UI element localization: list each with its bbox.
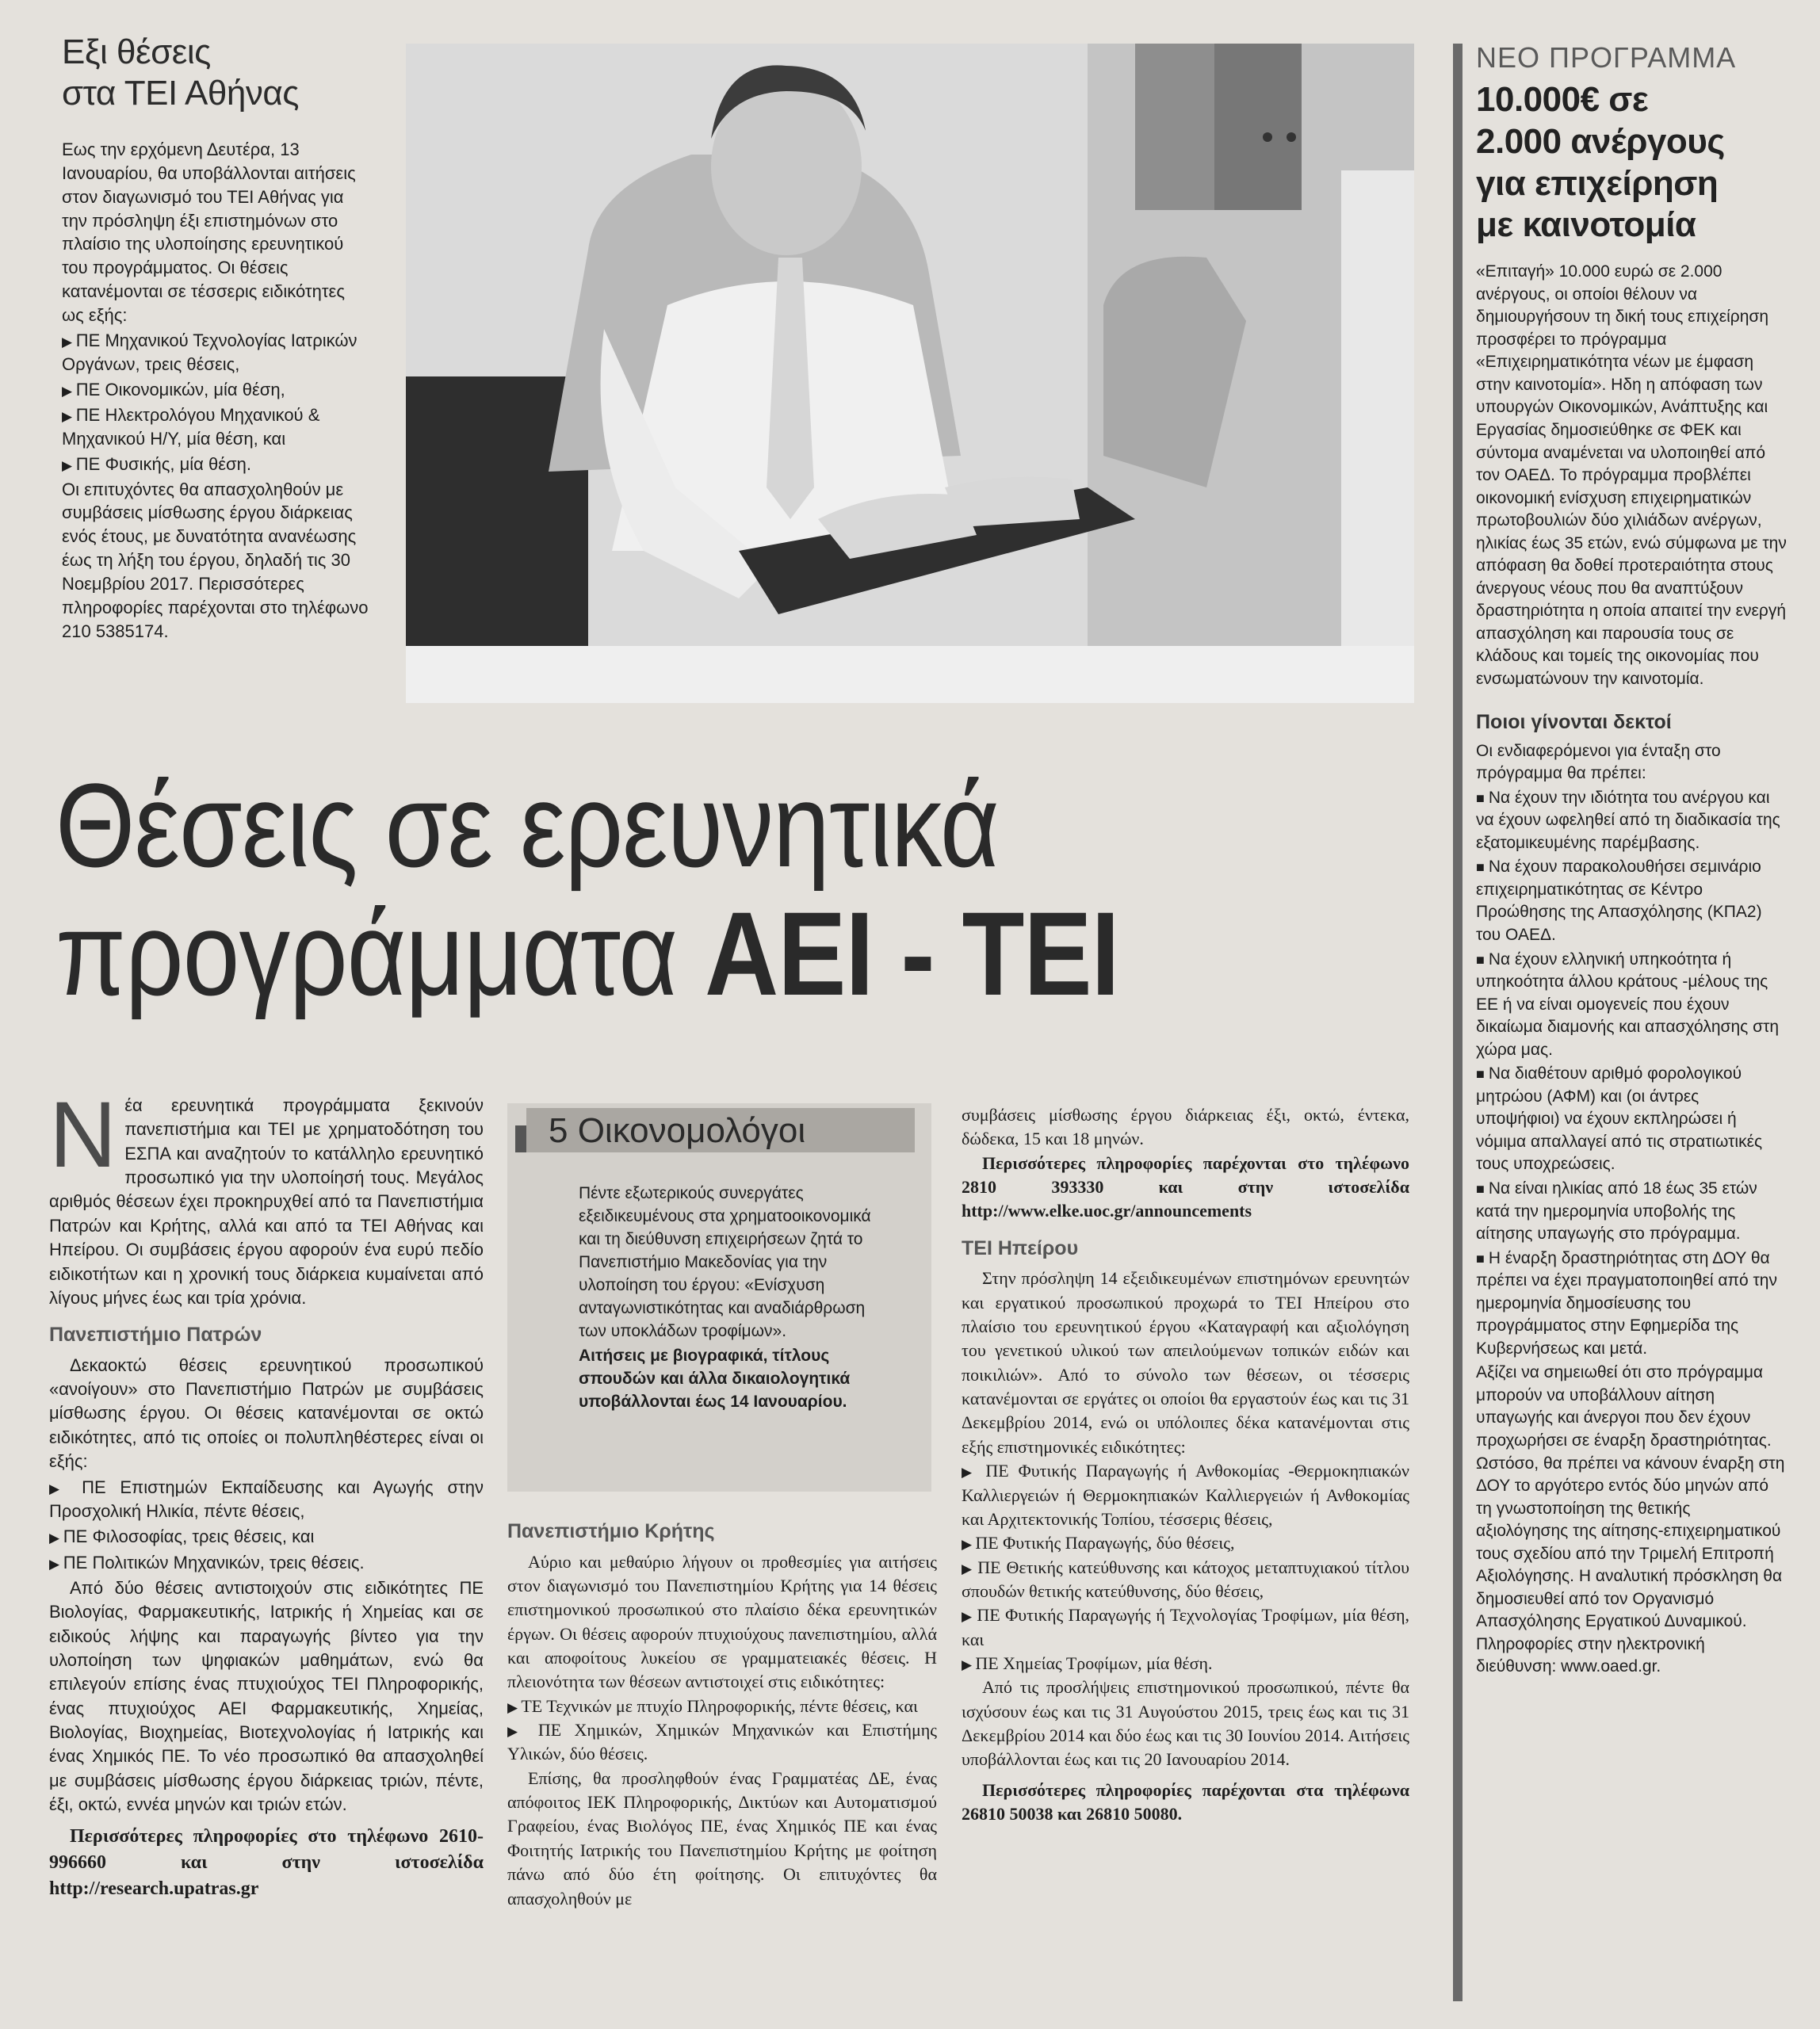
main-headline bbox=[55, 758, 1256, 1020]
box-heading-shadow bbox=[515, 1125, 526, 1152]
headline-line-2-bold: ΑΕΙ - ΤΕΙ bbox=[705, 887, 1119, 1020]
requirement-item: ■ Να διαθέτουν αριθμό φορολογικού μητρώου (ΑΦΜ) και (οι άντρες υποψήφιοι) να έχουν εκπληρώσει ή νόμιμα απαλλαγεί από τις στρατιωτικές τους υποχρεώσεις. bbox=[1476, 1063, 1787, 1176]
requirement-item: ■ Να έχουν την ιδιότητα του ανέργου και να έχουν ωφεληθεί από τη διαδικασία της εξατομικευμένης παρέμβασης. bbox=[1476, 787, 1787, 855]
paragraph: Οι ενδιαφερόμενοι για ένταξη στο πρόγραμμα θα πρέπει: bbox=[1476, 741, 1721, 783]
sidebar bbox=[1476, 41, 1787, 1680]
bullet-item: ▶ ΠΕ Φυτικής Παραγωγής, δύο θέσεις, bbox=[962, 1531, 1409, 1555]
requirement-item: ■ Η έναρξη δραστηριότητας στη ΔΟΥ θα πρέπει να έχει πραγματοποιηθεί από την ημερομηνία δημοσίευσης του προγράμματος στην Εφημερίδα της Κυβερνήσεως και μετά. bbox=[1476, 1248, 1787, 1361]
paragraph: Επίσης, θα προσληφθούν ένας Γραμματέας ΔΕ, ένας απόφοιτος ΙΕΚ Πληροφορικής, Δικτύων και Αυτοματισμού Γραφείου, ένας Βιολόγος ΠΕ, ένας Χημικός ΠΕ και ένας Φοιτητής Ιατρικής του Πανεπιστημίου Κρήτης με φοίτηση πάνω από δύο έτη φοίτησης. Οι επιτυχόντες θα απασχοληθούν με bbox=[507, 1767, 937, 1909]
intro-text: έα ερευνητικά προγράμματα ξεκινούν πανεπιστήμια και ΤΕΙ με χρηματοδότηση του ΕΣΠΑ και αναζητούν το κατάλληλο ερευνητικό προσωπικό για την υλοποίησή τους. Μεγάλος αριθμός θέσεων έχει προκηρυχθεί από τα Πανεπιστήμια Πατρών και Κρήτης, αλλά και από τα ΤΕΙ Αθήνας και Ηπείρου. Οι συμβάσεις έργου αφορούν ένα ευρύ πεδίο ειδικοτήτων και η χρονική τους διάρκεια κυμαίνεται από λίγους μήνες έως και τρία χρόνια. bbox=[49, 1095, 484, 1308]
requirement-item: ■ Να έχουν παρακολουθήσει σεμινάριο επιχειρηματικότητας σε Κέντρο Προώθησης της Απασχόλησης (ΚΠΑ2) του ΟΑΕΔ. bbox=[1476, 856, 1787, 946]
bullet-item: ▶ ΠΕ Φιλοσοφίας, τρεις θέσεις, και bbox=[49, 1525, 484, 1549]
requirement-item: ■ Να είναι ηλικίας από 18 έως 35 ετών κατά την ημερομηνία υποβολής της αίτησης υπαγωγής στο πρόγραμμα. bbox=[1476, 1178, 1787, 1246]
article-column-3 bbox=[962, 1103, 1409, 1827]
requirement-item: ■ Να έχουν ελληνική υπηκοότητα ή υπηκοότητα άλλου κράτους -μέλους της ΕΕ ή να είναι ομογενείς που έχουν δικαίωμα διαμονής και απασχόλησης στη χώρα μας. bbox=[1476, 949, 1787, 1062]
bullet-item: ▶ ΠΕ Χημείας Τροφίμων, μία θέση. bbox=[962, 1652, 1409, 1676]
subheading-crete: Πανεπιστήμιο Κρήτης bbox=[507, 1520, 715, 1542]
paragraph: συμβάσεις μίσθωσης έργου διάρκειας έξι, οκτώ, έντεκα, δώδεκα, 15 και 18 μηνών. bbox=[962, 1105, 1409, 1149]
bullet-item: ▶ ΠΕ Ηλεκτρολόγου Μηχανικού & Μηχανικού Η/Υ, μία θέση, και bbox=[62, 403, 369, 451]
paragraph: Πέντε εξωτερικούς συνεργάτες εξειδικευμένους στα χρηματοοικονομικά και τη διεύθυνση επιχειρήσεων ζητά το Πανεπιστήμιο Μακεδονίας για την υλοποίηση του έργου: «Ενίσχυση ανταγωνιστικότητας και αναδιάρθρωση των υποκλάδων τροφίμων». bbox=[579, 1184, 871, 1340]
headline-line-1: Θέσεις σε ερευνητικά bbox=[55, 758, 999, 892]
bullet-item: ▶ ΠΕ Φυτικής Παραγωγής ή Τεχνολογίας Τροφίμων, μία θέση, και bbox=[962, 1603, 1409, 1652]
paragraph: Αξίζει να σημειωθεί ότι στο πρόγραμμα μπορούν να υποβάλλουν αίτηση υπαγωγής και άνεργοι που δεν έχουν προχωρήσει σε έναρξη δραστηριότητας. Ωστόσο, θα πρέπει να κάνουν έναρξη στη ΔΟΥ το αργότερο εντός δύο μηνών από τη γνωστοποίηση της θετικής αξιολόγησης της αίτησης-επιχειρηματικού τους σχεδίου από την Τριμελή Επιτροπή Αξιολόγησης. Η αναλυτική πρόσκληση θα δημοσιευθεί από τον Οργανισμό Απασχόλησης Εργατικού Δυναμικού. Πληροφορίες στην ηλεκτρονική διεύθυνση: www.oaed.gr. bbox=[1476, 1363, 1785, 1676]
headline-line-2-normal: προγράμματα bbox=[55, 887, 705, 1020]
contact-paragraph: Περισσότερες πληροφορίες παρέχονται στο τηλέφωνο 2810 393330 και στην ιστοσελίδα http://www.elke.uoc.gr/announcements bbox=[962, 1152, 1409, 1221]
subheading-eligibility: Ποιοι γίνονται δεκτοί bbox=[1476, 710, 1672, 733]
sidebar-rule bbox=[1453, 44, 1462, 2001]
box-heading-bar bbox=[507, 1103, 931, 1152]
paragraph: Αύριο και μεθαύριο λήγουν οι προθεσμίες για αιτήσεις στον διαγωνισμό του Πανεπιστημίου Κρήτης για 14 θέσεις επιστημονικού προσωπικού στο πλαίσιο δέκα ερευνητικών έργων. Οι θέσεις αφορούν πτυχιούχους πανεπιστημίου, αλλά και αποφοίτους λυκείου σε γραμματειακές θέσεις. Η πλειονότητα των θέσεων αντιστοιχεί στις ειδικότητες: bbox=[507, 1551, 937, 1692]
athens-tei-text bbox=[62, 138, 369, 644]
sidebar-title: 10.000€ σε 2.000 ανέργους για επιχείρηση με καινοτομία bbox=[1476, 80, 1725, 245]
athens-tei-box bbox=[62, 32, 369, 645]
headline-line-2 bbox=[55, 889, 1256, 1018]
economists-box bbox=[507, 1103, 931, 1492]
sidebar-kicker: ΝΕΟ ΠΡΟΓΡΑΜΜΑ bbox=[1476, 41, 1737, 74]
bullet-item: ▶ ΠΕ Φυσικής, μία θέση. bbox=[62, 453, 369, 476]
contact-paragraph: Περισσότερες πληροφορίες παρέχονται στα τηλέφωνα 26810 50038 και 26810 50080. bbox=[962, 1779, 1409, 1825]
box-heading bbox=[526, 1108, 915, 1152]
box-text bbox=[507, 1152, 931, 1414]
athens-tei-title: Εξι θέσεις στα ΤΕΙ Αθήνας bbox=[62, 32, 299, 113]
bullet-item: ▶ ΠΕ Επιστημών Εκπαίδευσης και Αγωγής στην Προσχολική Ηλικία, πέντε θέσεις, bbox=[49, 1476, 484, 1524]
paragraph: Δεκαοκτώ θέσεις ερευνητικού προσωπικού «ανοίγουν» στο Πανεπιστήμιο Πατρών με συμβάσεις μίσθωσης έργου. Οι θέσεις κατανέμονται σε οκτώ ειδικότητες, από τις οποίες οι πολυπληθέστερες είναι οι εξής: bbox=[49, 1355, 484, 1472]
article-column-1 bbox=[49, 1083, 484, 1904]
bullet-item: ▶ ΠΕ Οικονομικών, μία θέση, bbox=[62, 378, 369, 402]
intro-paragraph bbox=[49, 1083, 484, 1310]
subheading-epirus: ΤΕΙ Ηπείρου bbox=[962, 1236, 1079, 1259]
paragraph: Στην πρόσληψη 14 εξειδικευμένων επιστημόνων ερευνητών και εργατικού προσωπικού προχωρά το ΤΕΙ Ηπείρου στο πλαίσιο του ερευνητικού έργου «Καταγραφή και αξιολόγηση του γενετικού υλικού των απειλούμενων τοπικών ειδών και ποικιλιών». Από το σύνολο των θέσεων, οι τέσσερις κατανέμονται σε εργάτες οι οποίοι θα εργαστούν έως και τις 31 Δεκεμβρίου 2014, ενώ οι υπόλοιπες δέκα κατανέμονται στις εξής επιστημονικές ειδικότητες: bbox=[962, 1268, 1409, 1457]
paragraph: Από δύο θέσεις αντιστοιχούν στις ειδικότητες ΠΕ Βιολογίας, Φαρμακευτικής, Ιατρικής ή Χημείας και σε ειδικούς λήψης και παραγωγής βίντεο για την υλοποίηση των ψηφιακών μαθημάτων, ενώ θα επιλεγούν επίσης ένας πτυχιούχος ΤΕΙ Πληροφορικής, ένας πτυχιούχος ΑΕΙ Φαρμακευτικής, Χημείας, Βιολογίας, Βιοχημείας, Βιοτεχνολογίας ή Ιατρικής και ένας Χημικός ΠΕ. Το νέο προσωπικό θα απασχοληθεί με συμβάσεις μίσθωσης έργου διάρκειας τριών, πέντε, έξι, οκτώ, εννέα μηνών και τριών ετών. bbox=[49, 1577, 484, 1815]
sidebar-text bbox=[1476, 261, 1787, 1679]
drop-cap: Ν bbox=[49, 1083, 117, 1187]
deadline-paragraph: Αιτήσεις με βιογραφικά, τίτλους σπουδών και άλλα δικαιολογητικά υποβάλλονται έως 14 Ιανουαρίου. bbox=[579, 1346, 851, 1411]
paragraph: Από τις προσλήψεις επιστημονικού προσωπικού, πέντε θα ισχύσουν έως και τις 31 Αυγούστου 2015, τρεις έως και τις 31 Δεκεμβρίου 2014 και δύο έως και τις 30 Ιουνίου 2014. Αιτήσεις υποβάλλονται έως και τις 20 Ιανουαρίου 2014. bbox=[962, 1677, 1409, 1770]
paragraph: Οι επιτυχόντες θα απασχοληθούν με συμβάσεις μίσθωσης έργου διάρκειας ενός έτους, με δυνατότητα ανανέωσης έως τη λήξη του έργου, δηλαδή τις 30 Νοεμβρίου 2017. Περισσότερες πληροφορίες παρέχονται στο τηλέφωνο 210 5385174. bbox=[62, 479, 369, 641]
bullet-item: ▶ ΠΕ Χημικών, Χημικών Μηχανικών και Επιστήμης Υλικών, δύο θέσεις. bbox=[507, 1718, 937, 1767]
office-photo bbox=[406, 44, 1414, 703]
bullet-item: ▶ ΠΕ Πολιτικών Μηχανικών, τρεις θέσεις. bbox=[49, 1551, 484, 1575]
bullet-item: ▶ ΠΕ Φυτικής Παραγωγής ή Ανθοκομίας -Θερμοκηπιακών Καλλιεργειών ή Θερμοκηπιακών Καλλιεργειών ή Ανθοκομίας και Αρχιτεκτονικής Τοπίου, τέσσερις θέσεις, bbox=[962, 1459, 1409, 1531]
box-title: 5 Οικονομολόγοι bbox=[549, 1111, 806, 1150]
paragraph: Εως την ερχόμενη Δευτέρα, 13 Ιανουαρίου, θα υποβάλλονται αιτήσεις στον διαγωνισμό του ΤΕΙ Αθήνας για την πρόσληψη έξι επιστημόνων στο πλαίσιο της υλοποίησης ερευνητικού του προγράμματος. Οι θέσεις κατανέμονται σε τέσσερις ειδικότητες ως εξής: bbox=[62, 139, 356, 326]
bullet-item: ▶ ΠΕ Θετικής κατεύθυνσης και κάτοχος μεταπτυχιακού τίτλου σπουδών θετικής κατεύθυνσης, δύο θέσεις, bbox=[962, 1556, 1409, 1604]
bullet-item: ▶ ΤΕ Τεχνικών με πτυχίο Πληροφορικής, πέντε θέσεις, και bbox=[507, 1695, 937, 1718]
photo-illustration bbox=[406, 44, 1414, 703]
bullet-item: ▶ ΠΕ Μηχανικού Τεχνολογίας Ιατρικών Οργάνων, τρεις θέσεις, bbox=[62, 329, 369, 376]
contact-paragraph: Περισσότερες πληροφορίες στο τηλέφωνο 2610-996660 και στην ιστοσελίδα http://research.upatras.gr bbox=[49, 1825, 484, 1899]
subheading-patras: Πανεπιστήμιο Πατρών bbox=[49, 1324, 262, 1347]
paragraph: «Επιταγή» 10.000 ευρώ σε 2.000 ανέργους, οι οποίοι θέλουν να δημιουργήσουν τη δική τους επιχείρηση προσφέρει το πρόγραμμα «Επιχειρηματικότητα νέων με έμφαση στην καινοτομία». Ηδη η απόφαση των υπουργών Οικονομικών, Ανάπτυξης και Εργασίας δημοσιεύθηκε σε ΦΕΚ και σύντομα αναμένεται να υλοποιηθεί από τον ΟΑΕΔ. Το πρόγραμμα προβλέπει οικονομική ενίσχυση επιχειρηματικών πρωτοβουλιών δύο χιλιάδων ανέργων, ηλικίας έως 35 ετών, ενώ σύμφωνα με την απόφαση θα δοθεί προτεραιότητα στους άνεργους νέους που θα αναπτύξουν δραστηριότητα η οποία απαιτεί την ενεργή απασχόληση και παρουσία τους σε κλάδους και τομείς της οικονομίας που ενσωματώνουν την καινοτομία. bbox=[1476, 262, 1787, 689]
article-column-2 bbox=[507, 1518, 937, 1911]
